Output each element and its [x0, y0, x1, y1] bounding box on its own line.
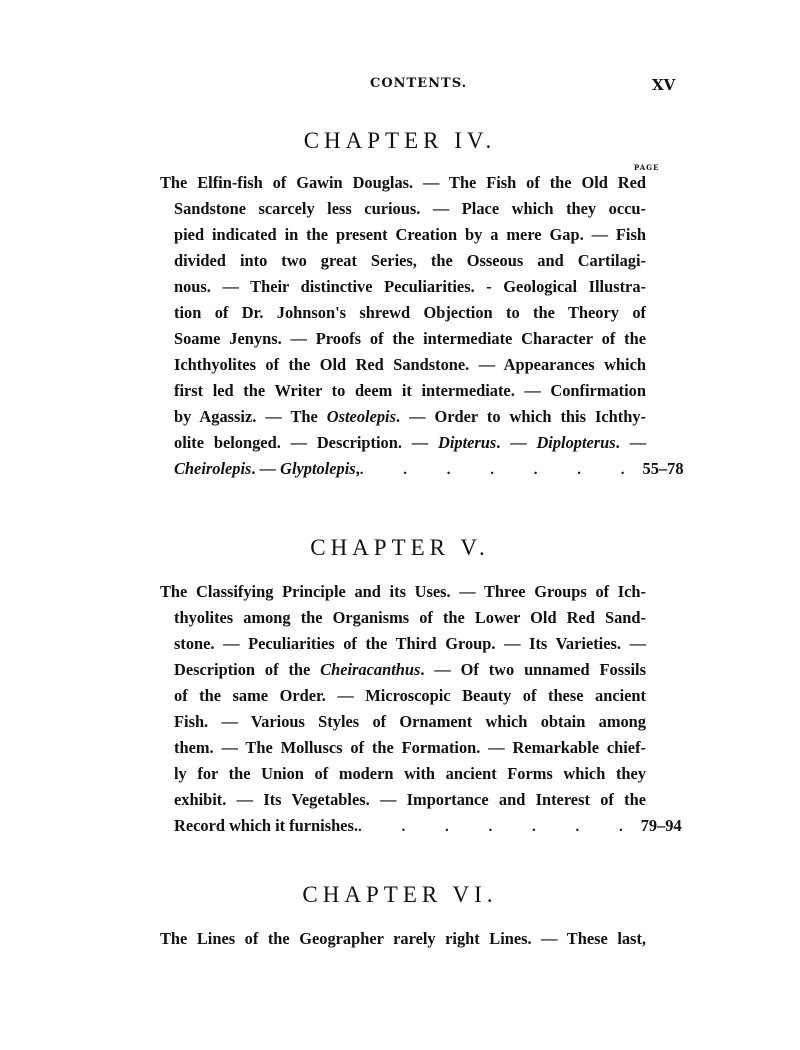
summary-line: nous. — Their distinctive Peculiarities. - Geological Illustra- [174, 277, 646, 296]
chapter-vi-summary [160, 926, 646, 952]
text-run: . — Order to which this Ichthy- [395, 407, 646, 426]
summary-line: tion of Dr. Johnson's shrewd Objection to the Theory of [174, 303, 646, 322]
summary-last-line [160, 456, 684, 482]
text-run: Record which it furnishes. [174, 816, 358, 835]
text-run: . — [251, 459, 281, 478]
chapter-heading-v: CHAPTER V. [310, 535, 490, 560]
genus-name: Cheiracanthus [320, 660, 421, 679]
genus-name: Diplopterus [536, 433, 616, 452]
text-run: . — [496, 433, 537, 452]
chapter-v-summary [160, 579, 682, 839]
summary-line: The Lines of the Geographer rarely right Lines. — These last, [160, 929, 646, 948]
text-run: by Agassiz. — The [174, 407, 327, 426]
summary-line: Ichthyolites of the Old Red Sandstone. — Appearances which [174, 355, 646, 374]
summary-line: Sandstone scarcely less curious. — Place which they occu- [174, 199, 646, 218]
running-head [0, 76, 800, 96]
summary-line: stone. — Peculiarities of the Third Group. — Its Varieties. — [174, 634, 646, 653]
summary-line: The Classifying Principle and its Uses. — Three Groups of Ich- [160, 582, 646, 601]
summary-line: thyolites among the Organisms of the Lower Old Red Sand- [174, 608, 646, 627]
summary-line: divided into two great Series, the Osseous and Cartilagi- [174, 251, 646, 270]
summary-line: Fish. — Various Styles of Ornament which obtain among [174, 712, 646, 731]
text-run: . — [615, 433, 646, 452]
text-run: . — Of two unnamed Fossils [420, 660, 646, 679]
chapter-heading-iv: CHAPTER IV. [303, 128, 497, 153]
page-range: 79–94 [640, 816, 682, 835]
running-title: CONTENTS. [370, 76, 468, 91]
summary-line: of the same Order. — Microscopic Beauty of these ancient [174, 686, 646, 705]
summary-line: them. — The Molluscs of the Formation. — Remarkable chief- [174, 738, 646, 757]
summary-line [160, 657, 646, 683]
chapter-heading-vi: CHAPTER VI. [302, 882, 498, 907]
dot-leader: . . . . . . . [359, 462, 643, 478]
summary-line: ly for the Union of modern with ancient Forms which they [174, 764, 646, 783]
text-run: Description of the [174, 660, 321, 679]
dot-leader: . . . . . . . [357, 819, 641, 835]
chapter-iv-summary [160, 170, 684, 482]
summary-line: first led the Writer to deem it intermediate. — Confirmation [174, 381, 646, 400]
summary-line: pied indicated in the present Creation by a mere Gap. — Fish [174, 225, 646, 244]
summary-line: The Elfin-fish of Gawin Douglas. — The Fish of the Old Red [160, 173, 646, 192]
summary-line [160, 430, 646, 456]
genus-name: Dipterus [438, 433, 497, 452]
genus-name: Glyptolepis [280, 459, 356, 478]
summary-line: exhibit. — Its Vegetables. — Importance and Interest of the [174, 790, 646, 809]
genus-name: Osteolepis [326, 407, 396, 426]
genus-name: Cheirolepis [174, 459, 252, 478]
page-number: XV [652, 76, 676, 94]
summary-line: Soame Jenyns. — Proofs of the intermediate Character of the [174, 329, 646, 348]
text-run: olite belonged. — Description. — [174, 433, 438, 452]
text-run [174, 456, 360, 482]
summary-last-line [160, 813, 682, 839]
page-range: 55–78 [642, 459, 684, 478]
text-run: , [355, 459, 360, 478]
page-column-label: PAGE [634, 163, 660, 172]
summary-line [160, 404, 646, 430]
